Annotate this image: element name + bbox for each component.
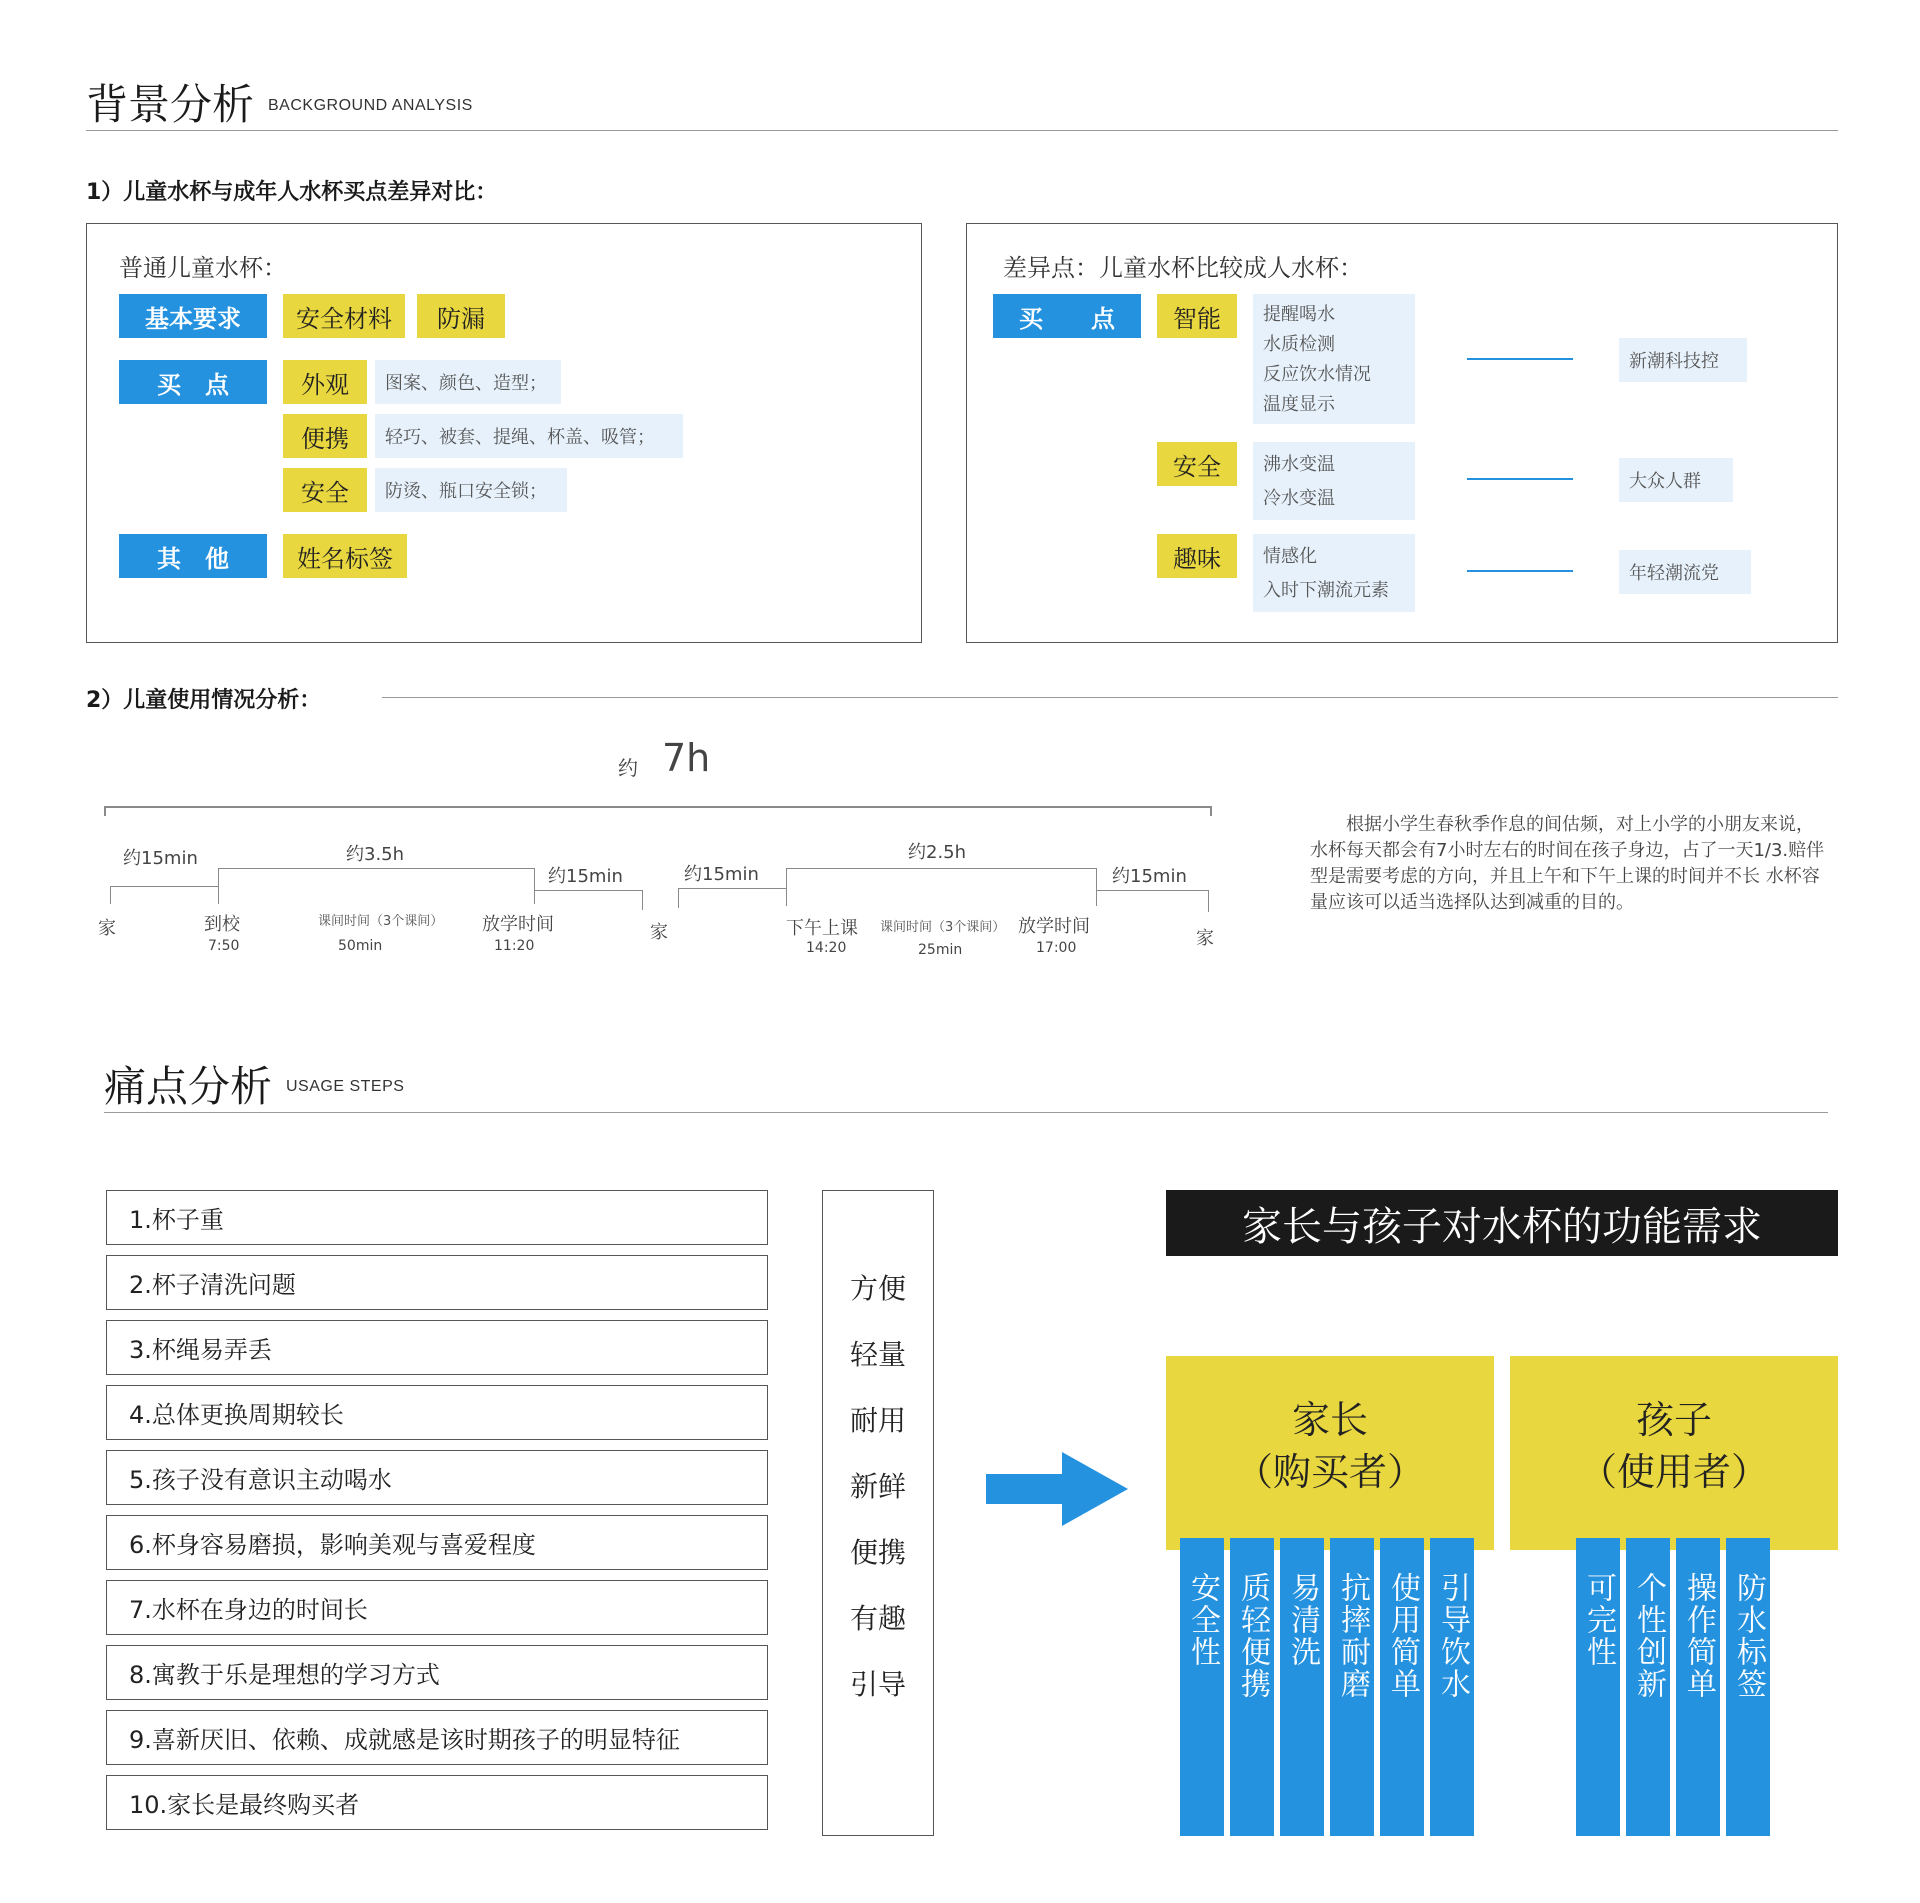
segment-bracket	[110, 886, 218, 887]
need-column	[1430, 1538, 1474, 1836]
need-column	[1676, 1538, 1720, 1836]
child-block	[1510, 1356, 1838, 1550]
need-text: 易清洗	[1285, 1572, 1320, 1668]
parent-role: （购买者）	[1234, 1450, 1425, 1494]
tag-safety: 安全	[283, 468, 367, 512]
pain-title: 痛点分析	[104, 1062, 273, 1111]
detail-line: 冷水变温	[1263, 488, 1335, 509]
segment-label: 约15min	[684, 864, 759, 885]
point-time: 17:00	[1036, 940, 1077, 956]
pain-subtitle: USAGE STEPS	[286, 1078, 405, 1095]
segment-bracket	[678, 888, 786, 889]
keyword: 轻量	[849, 1338, 906, 1371]
list-item: 4.总体更换周期较长	[106, 1385, 768, 1440]
need-column	[1180, 1538, 1224, 1836]
need-column	[1380, 1538, 1424, 1836]
point-time: 7:50	[208, 938, 240, 954]
tag-leakproof: 防漏	[417, 294, 505, 338]
need-text: 可完性	[1581, 1572, 1616, 1668]
detail-line: 提醒喝水	[1263, 304, 1335, 325]
list-item: 7.水杯在身边的时间长	[106, 1580, 768, 1635]
list-item: 1.杯子重	[106, 1190, 768, 1245]
need-column	[1726, 1538, 1770, 1836]
segment-bracket	[786, 868, 1096, 869]
tag-appearance: 外观	[283, 360, 367, 404]
segment-tick	[1096, 868, 1097, 906]
keyword: 耐用	[849, 1404, 906, 1437]
segment-label: 约15min	[123, 848, 198, 869]
list-item: 8.寓教于乐是理想的学习方式	[106, 1645, 768, 1700]
need-text: 防水标签	[1731, 1572, 1766, 1700]
point-dismiss: 放学时间	[1018, 916, 1090, 937]
detail-line: 温度显示	[1263, 394, 1335, 415]
segment-tick	[110, 886, 111, 904]
need-column	[1280, 1538, 1324, 1836]
point-home: 家	[1196, 928, 1214, 949]
point-break: 课间时间（3个课间）	[880, 920, 1006, 935]
portable-desc: 轻巧、被套、提绳、杯盖、吸管；	[375, 414, 683, 458]
bracket-tick	[104, 806, 106, 816]
total-prefix: 约	[618, 756, 638, 780]
comparison-heading: 1）儿童水杯与成年人水杯买点差异对比：	[86, 180, 498, 205]
segment-tick	[678, 888, 679, 908]
segment-bracket	[218, 868, 534, 869]
parent-block	[1166, 1356, 1494, 1550]
target-mass: 大众人群	[1619, 458, 1733, 502]
safety-desc: 防烫、瓶口安全锁；	[375, 468, 567, 512]
usage-analysis-text: 根据小学生春秋季作息的间估频，对上小学的小朋友来说，水杯每天都会有7小时左右的时间在孩子身边，占了一天1/3.赔伴型是需要考虑的方向，并且上午和下午上课的时间并不长 水杯容量应该可以适当选择队达到减重的目的。	[1310, 814, 1825, 913]
need-text: 个性创新	[1631, 1572, 1666, 1700]
point-time: 50min	[338, 938, 383, 954]
keyword: 引导	[849, 1668, 906, 1701]
tag-safety-diff: 安全	[1157, 442, 1237, 486]
segment-tick	[218, 868, 219, 904]
pain-point-list	[106, 1190, 768, 1830]
child-role: （使用者）	[1578, 1450, 1769, 1494]
background-subtitle: BACKGROUND ANALYSIS	[268, 97, 473, 114]
keyword: 有趣	[849, 1602, 906, 1635]
needs-title: 家长与孩子对水杯的功能需求	[1166, 1190, 1838, 1256]
point-arrive: 到校	[204, 914, 240, 935]
point-dismiss: 放学时间	[482, 914, 554, 935]
difference-title: 差异点：儿童水杯比较成人水杯：	[1003, 254, 1363, 282]
segment-tick	[786, 868, 787, 906]
segment-tick	[1208, 890, 1209, 912]
detail-line: 水质检测	[1263, 334, 1335, 355]
need-column	[1330, 1538, 1374, 1836]
target-trendy: 年轻潮流党	[1619, 550, 1751, 594]
list-item: 9.喜新厌旧、依赖、成就感是该时期孩子的明显特征	[106, 1710, 768, 1765]
arrow-right-icon	[986, 1452, 1128, 1526]
list-item: 2.杯子清洗问题	[106, 1255, 768, 1310]
segment-tick	[642, 890, 643, 910]
basic-requirements-label: 基本要求	[119, 294, 267, 338]
detail-line: 反应饮水情况	[1263, 364, 1371, 385]
segment-bracket	[1096, 890, 1208, 891]
background-title: 背景分析	[86, 80, 255, 129]
point-home: 家	[98, 918, 116, 939]
appearance-desc: 图案、颜色、造型；	[375, 360, 561, 404]
need-column	[1626, 1538, 1670, 1836]
connector-line	[1467, 478, 1573, 480]
list-item: 5.孩子没有意识主动喝水	[106, 1450, 768, 1505]
need-text: 操作简单	[1681, 1572, 1716, 1700]
smart-details	[1253, 294, 1415, 424]
safety-details	[1253, 442, 1415, 520]
need-text: 安全性	[1185, 1572, 1220, 1668]
target-tech: 新潮科技控	[1619, 338, 1747, 382]
segment-label: 约2.5h	[908, 842, 967, 863]
keyword: 便携	[849, 1536, 906, 1569]
point-afternoon: 下午上课	[786, 918, 858, 939]
total-duration: 7h	[662, 736, 711, 780]
point-time: 14:20	[806, 940, 847, 956]
need-text: 质轻便携	[1235, 1572, 1270, 1700]
detail-line: 入时下潮流元素	[1263, 580, 1389, 601]
point-home: 家	[650, 922, 668, 943]
fun-details	[1253, 534, 1415, 612]
point-time: 25min	[918, 942, 963, 958]
usage-rule	[382, 697, 1838, 698]
child-name: 孩子	[1635, 1398, 1712, 1442]
segment-label: 约15min	[1112, 866, 1187, 887]
point-time: 11:20	[494, 938, 535, 954]
list-item: 3.杯绳易弄丢	[106, 1320, 768, 1375]
need-text: 使用简单	[1385, 1572, 1420, 1700]
segment-bracket	[534, 890, 642, 891]
total-bracket	[104, 806, 1212, 808]
detail-line: 沸水变温	[1263, 454, 1335, 475]
diff-selling-label: 买 点	[993, 294, 1141, 338]
bracket-tick	[1210, 806, 1212, 816]
tag-safe-material: 安全材料	[283, 294, 405, 338]
need-text: 抗摔耐磨	[1335, 1572, 1370, 1700]
regular-cup-title: 普通儿童水杯：	[119, 254, 287, 282]
tag-smart: 智能	[1157, 294, 1237, 338]
regular-cup-box	[86, 223, 922, 643]
need-column	[1576, 1538, 1620, 1836]
need-text: 引导饮水	[1435, 1572, 1470, 1700]
segment-tick	[534, 868, 535, 904]
tag-name-label: 姓名标签	[283, 534, 407, 578]
child-needs	[1576, 1538, 1770, 1836]
list-item: 10.家长是最终购买者	[106, 1775, 768, 1830]
connector-line	[1467, 570, 1573, 572]
pain-rule	[104, 1112, 1828, 1113]
keyword: 新鲜	[849, 1470, 906, 1503]
detail-line: 情感化	[1263, 546, 1317, 567]
keyword-column	[822, 1190, 934, 1836]
connector-line	[1467, 358, 1573, 360]
parent-name: 家长	[1291, 1398, 1368, 1442]
background-rule	[86, 130, 1838, 131]
point-break: 课间时间（3个课间）	[318, 914, 444, 929]
difference-box	[966, 223, 1838, 643]
tag-fun: 趣味	[1157, 534, 1237, 578]
other-label: 其 他	[119, 534, 267, 578]
keyword: 方便	[849, 1272, 906, 1305]
selling-points-label: 买 点	[119, 360, 267, 404]
segment-label: 约3.5h	[346, 844, 405, 865]
need-column	[1230, 1538, 1274, 1836]
parent-needs	[1180, 1538, 1474, 1836]
list-item: 6.杯身容易磨损，影响美观与喜爱程度	[106, 1515, 768, 1570]
tag-portable: 便携	[283, 414, 367, 458]
segment-label: 约15min	[548, 866, 623, 887]
usage-heading: 2）儿童使用情况分析：	[86, 688, 322, 713]
